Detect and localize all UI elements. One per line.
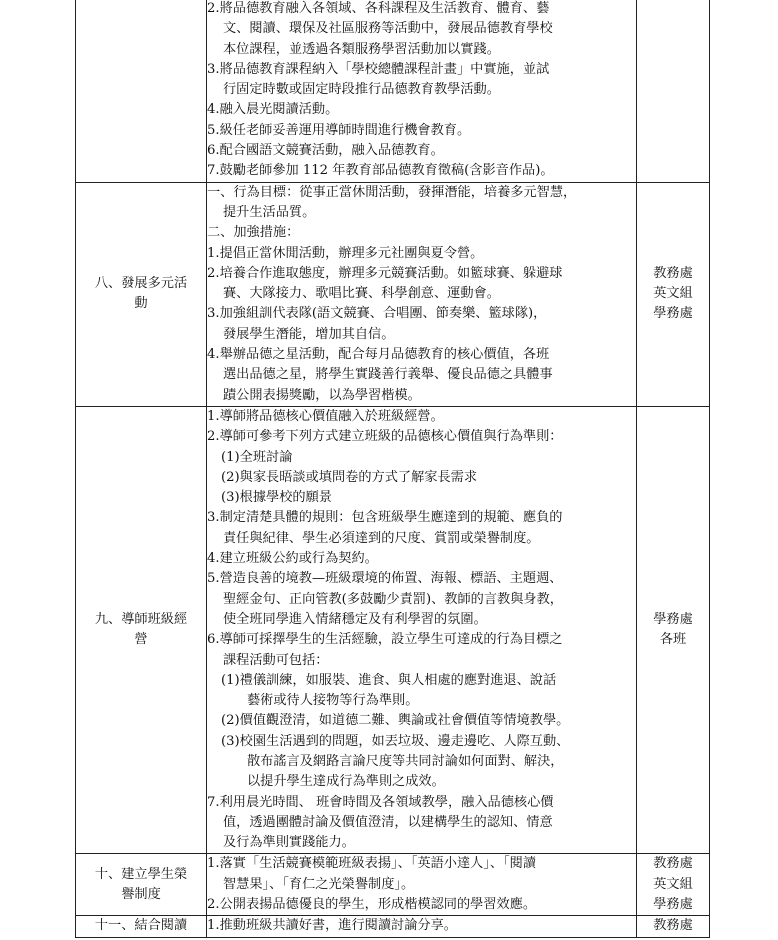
content-line: 2.培養合作進取態度，辦理多元競賽活動。如籃球賽、躲避球 [207, 265, 563, 281]
content-line: 發展學生潛能，增加其自信。 [223, 326, 395, 342]
content-line: 及行為準則實踐能力。 [223, 835, 355, 851]
content-line: 1.推動班級共讀好書，進行閱讀討論分享。 [207, 918, 457, 934]
content-line: 藝術或待人接物等行為準則。 [247, 693, 419, 709]
responsible-unit: 各班 [659, 632, 687, 648]
content-line: 一、行為目標：從事正當休閒活動，發揮潛能，培養多元智慧， [207, 184, 577, 200]
content-line: 提升生活品質。 [223, 204, 316, 220]
content-cell [207, 854, 637, 916]
content-line: 7.利用晨光時間、 班會時間及各領域教學，融入品德核心價 [207, 794, 554, 810]
responsible-unit-cell [637, 854, 710, 916]
content-line: 3.制定清楚具體的規則：包含班級學生應達到的規範、應負的 [207, 510, 563, 526]
content-line: 2.導師可參考下列方式建立班級的品德核心價值與行為準則： [207, 429, 563, 445]
content-line: 行固定時數或固定時段推行品德教育教學活動。 [223, 82, 500, 98]
content-line: 3.將品德教育課程納入「學校總體課程計畫」中實施，並試 [207, 61, 550, 77]
content-cell [207, 0, 637, 182]
item-title-line: 譽制度 [121, 886, 161, 902]
content-line: 4.建立班級公約或行為契約。 [207, 551, 378, 567]
content-line: 2.公開表揚品德優良的學生，形成楷模認同的學習效應。 [207, 897, 537, 913]
content-line: 二、加強措施： [207, 225, 300, 241]
responsible-unit: 英文組 [653, 876, 693, 892]
content-line: (1)全班討論 [221, 449, 293, 465]
content-line: 聖經金句、正向管教(多鼓勵少責罰)、教師的言教與身教， [223, 591, 563, 607]
content-line: 選出品德之星，將學生實踐善行義舉、優良品德之具體事 [223, 367, 553, 383]
content-line: (1)禮儀訓練，如服裝、進食、與人相處的應對進退、說話 [221, 672, 557, 688]
item-title-line: 營 [134, 632, 148, 648]
content-line: 責任與紀律、學生必須達到的尺度、賞罰或榮譽制度。 [223, 530, 540, 546]
content-line: 智慧果」、「育仁之光榮譽制度」。 [223, 876, 415, 892]
responsible-unit-cell [637, 916, 710, 937]
content-line: 蹟公開表揚獎勵，以為學習楷模。 [223, 387, 421, 403]
responsible-unit: 學務處 [653, 306, 693, 322]
responsible-unit: 教務處 [653, 265, 693, 281]
content-line: 1.提倡正當休閒活動，辦理多元社團與夏令營。 [207, 245, 484, 261]
plan-row [76, 916, 710, 937]
content-line: 值，透過團體討論及價值澄清，以建構學生的認知、情意 [223, 814, 553, 830]
content-line: 1.落實「生活競賽模範班級表揚」、「英語小達人」、「閱讀 [207, 856, 537, 872]
responsible-unit: 教務處 [653, 918, 693, 934]
content-cell [207, 406, 637, 854]
responsible-unit: 英文組 [653, 286, 693, 302]
content-line: 4.融入晨光閱讀活動。 [207, 102, 339, 118]
content-line: 1.導師將品德核心價值融入於班級經營。 [207, 408, 444, 424]
content-line: (3)根據學校的願景 [221, 490, 332, 506]
content-line: (2)價值觀澄清，如道德二難、輿論或社會價值等情境教學。 [221, 713, 570, 729]
plan-row [76, 406, 710, 854]
content-line: 賽、大隊接力、歌唱比賽、科學創意、運動會。 [223, 286, 500, 302]
item-cell [76, 406, 207, 854]
responsible-unit: 學務處 [653, 897, 693, 913]
plan-row [76, 0, 710, 182]
plan-row [76, 854, 710, 916]
responsible-unit-cell [637, 0, 710, 182]
content-line: 5.營造良善的境教—班級環境的佈置、海報、標語、主題週、 [207, 571, 563, 587]
content-line: 本位課程，並透過各類服務學習活動加以實踐。 [223, 41, 500, 57]
content-line: 散布謠言及網路言論尺度等共同討論如何面對、解決， [247, 753, 564, 769]
content-line: 5.級任老師妥善運用導師時間進行機會教育。 [207, 122, 471, 138]
content-line: 6.配合國語文競賽活動，融入品德教育。 [207, 143, 444, 159]
content-cell [207, 916, 637, 937]
content-line: (2)與家長晤談或填問卷的方式了解家長需求 [221, 469, 478, 485]
content-line: (3)校園生活遇到的問題，如丟垃圾、邊走邊吃、人際互動、 [221, 733, 570, 749]
content-line: 使全班同學進入情緒穩定及有利學習的氛圍。 [223, 611, 487, 627]
responsible-unit: 學務處 [653, 611, 693, 627]
responsible-unit-cell [637, 182, 710, 406]
content-cell [207, 182, 637, 406]
responsible-unit-cell [637, 406, 710, 854]
plan-row [76, 182, 710, 406]
content-line: 2.將品德教育融入各領域、各科課程及生活教育、體育、藝 [207, 1, 550, 16]
content-line: 課程活動可包括： [223, 652, 329, 668]
item-cell [76, 916, 207, 937]
item-title-line: 動 [134, 296, 148, 312]
moral-education-plan-table [75, 0, 710, 938]
item-cell [76, 0, 207, 182]
item-title-line: 十、建立學生榮 [94, 866, 188, 882]
content-line: 3.加強組訓代表隊(語文競賽、合唱團、節奏樂、籃球隊)， [207, 306, 547, 322]
responsible-unit: 教務處 [653, 856, 693, 872]
content-line: 文、閱讀、環保及社區服務等活動中，發展品德教育學校 [223, 21, 553, 37]
item-title-line: 十一、結合閱讀 [94, 918, 188, 934]
content-line: 6.導師可採擇學生的生活經驗，設立學生可達成的行為目標之 [207, 632, 563, 648]
item-title-line: 九、導師班級經 [94, 611, 188, 627]
item-title-line: 八、發展多元活 [94, 276, 188, 291]
plan-table-body [76, 0, 710, 937]
item-cell [76, 854, 207, 916]
content-line: 以提升學生達成行為準則之成效。 [247, 774, 445, 790]
item-cell [76, 182, 207, 406]
content-line: 4.舉辦品德之星活動，配合每月品德教育的核心價值，各班 [207, 347, 550, 363]
content-line: 7.鼓勵老師參加 112 年教育部品德教育徵稿(含影音作品)。 [207, 163, 554, 179]
